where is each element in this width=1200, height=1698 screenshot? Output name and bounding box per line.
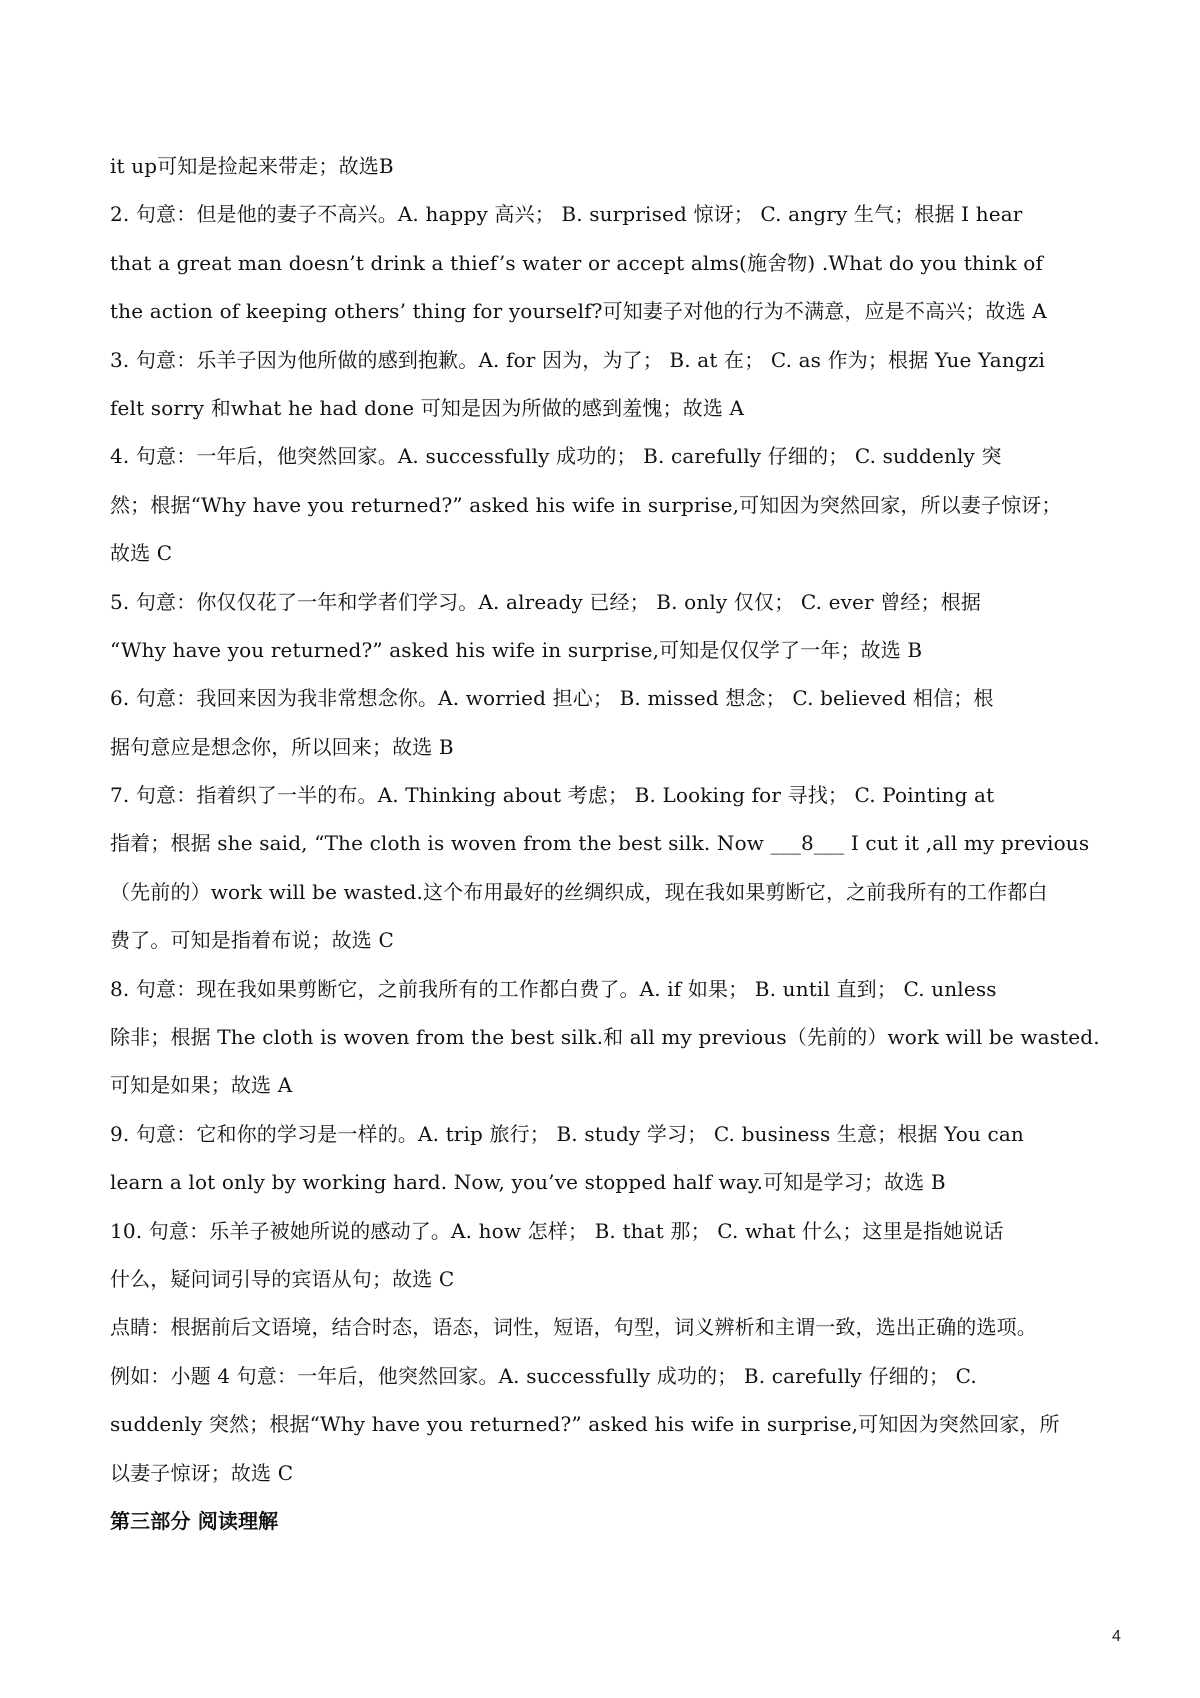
text-line: 指着；根据 she said, “The cloth is woven from the best silk. Now ___8___ I cut it ,all my previous: [110, 831, 1090, 856]
text-line: 3. 句意：乐羊子因为他所做的感到抱歉。A. for 因为，为了； B. at 在； C. as 作为；根据 Yue Yangzi: [110, 347, 1046, 372]
text-line: 例如：小题 4 句意：一年后，他突然回家。A. successfully 成功的； B. carefully 仔细的； C.: [110, 1363, 977, 1388]
answer-explanations: [110, 152, 1100, 1555]
text-line: the action of keeping others’ thing for yourself?可知妻子对他的行为不满意，应是不高兴；故选 A: [110, 299, 1047, 324]
text-line: 故选 C: [110, 541, 173, 566]
page-number: 4: [1112, 1628, 1121, 1645]
text-line: 4. 句意：一年后，他突然回家。A. successfully 成功的； B. carefully 仔细的； C. suddenly 突: [110, 444, 1002, 469]
text-line: 费了。可知是指着布说；故选 C: [110, 928, 394, 953]
text-line: 9. 句意：它和你的学习是一样的。A. trip 旅行； B. study 学习； C. business 生意；根据 You can: [110, 1121, 1024, 1146]
text-line: 什么，疑问词引导的宾语从句；故选 C: [110, 1266, 455, 1291]
text-line: （先前的）work will be wasted.这个布用最好的丝绸织成，现在我如果剪断它，之前我所有的工作都白: [110, 879, 1048, 904]
text-line: suddenly 突然；根据“Why have you returned?” asked his wife in surprise,可知因为突然回家，所: [110, 1412, 1060, 1437]
text-line: it up可知是捡起来带走；故选B: [110, 154, 394, 178]
text-line: 7. 句意：指着织了一半的布。A. Thinking about 考虑； B. Looking for 寻找； C. Pointing at: [110, 783, 995, 808]
text-line: felt sorry 和what he had done 可知是因为所做的感到羞愧；故选 A: [110, 395, 745, 420]
text-line: 然；根据“Why have you returned?” asked his wife in surprise,可知因为突然回家，所以妻子惊讶；: [110, 492, 1062, 517]
text-line: 8. 句意：现在我如果剪断它，之前我所有的工作都白费了。A. if 如果； B. until 直到； C. unless: [110, 976, 997, 1001]
text-line: 可知是如果；故选 A: [110, 1073, 293, 1098]
text-line: 6. 句意：我回来因为我非常想念你。A. worried 担心； B. missed 想念； C. believed 相信；根: [110, 686, 994, 711]
text-line: 据句意应是想念你，所以回来；故选 B: [110, 734, 454, 759]
text-line: 点睛：根据前后文语境，结合时态，语态，词性，短语，句型，词义辨析和主谓一致，选出正确的选项。: [110, 1315, 1037, 1340]
section-heading: 第三部分 阅读理解: [110, 1508, 279, 1533]
text-line: “Why have you returned?” asked his wife in surprise,可知是仅仅学了一年；故选 B: [110, 637, 923, 662]
text-line: learn a lot only by working hard. Now, you’ve stopped half way.可知是学习；故选 B: [110, 1170, 946, 1195]
text-line: 2. 句意：但是他的妻子不高兴。A. happy 高兴； B. surprised 惊讶； C. angry 生气；根据 I hear: [110, 202, 1023, 227]
text-line: 10. 句意：乐羊子被她所说的感动了。A. how 怎样； B. that 那； C. what 什么；这里是指她说话: [110, 1218, 1004, 1243]
text-line: 除非；根据 The cloth is woven from the best silk.和 all my previous（先前的）work will be wasted.: [110, 1025, 1100, 1050]
text-line: that a great man doesn’t drink a thief’s water or accept alms(施舍物) .What do you think of: [110, 250, 1044, 275]
text-line: 5. 句意：你仅仅花了一年和学者们学习。A. already 已经； B. only 仅仅； C. ever 曾经；根据: [110, 589, 981, 614]
text-line: 以妻子惊讶；故选 C: [110, 1460, 294, 1485]
